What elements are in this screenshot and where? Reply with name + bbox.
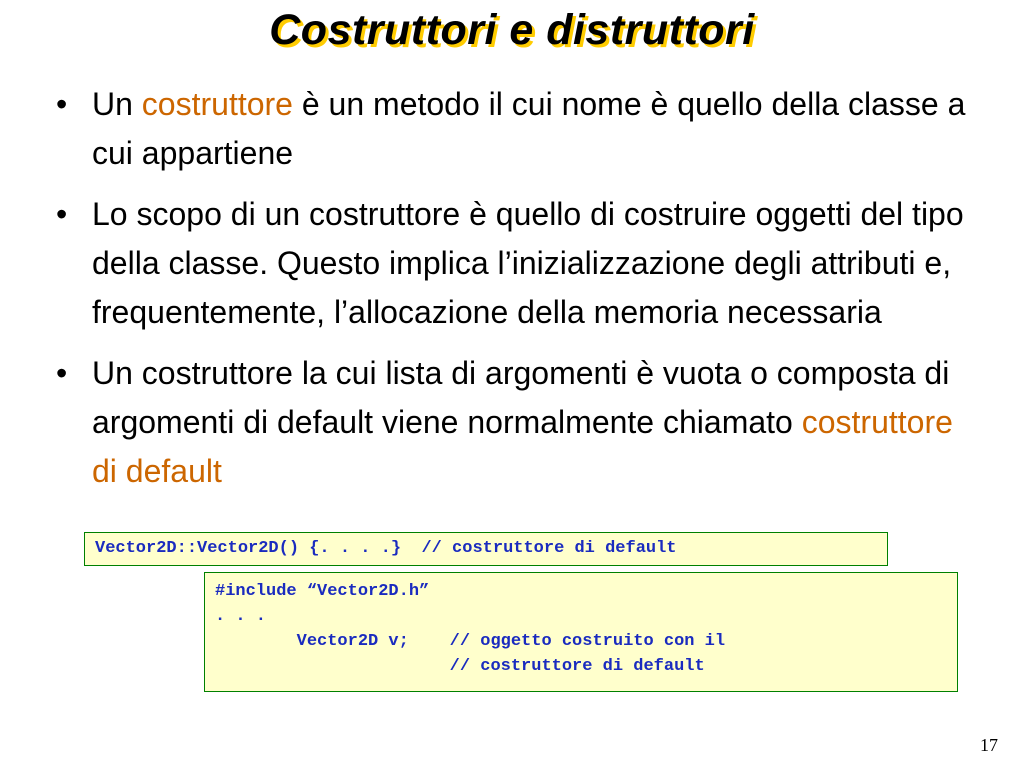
bullet-list	[56, 80, 976, 508]
bullet-text	[92, 86, 965, 171]
bullet-text-part: Lo scopo di un costruttore è quello di costruire oggetti del tipo della classe. Questo implica l’inizializzazione degli attributi e, frequentemente, l’allocazione della memoria necessaria	[92, 196, 964, 330]
code-line: // costruttore di default	[215, 657, 705, 676]
slide-title: Costruttori e distruttori	[269, 6, 755, 54]
code-line: Vector2D v; // oggetto costruito con il	[215, 632, 726, 651]
bullet-text-part: è un metodo il cui nome è quello della classe a cui appartiene	[92, 86, 966, 171]
code-block-usage	[204, 572, 958, 692]
code-block-constructor	[84, 532, 888, 566]
code-line: #include “Vector2D.h”	[215, 582, 430, 601]
bullet-marker: •	[56, 86, 68, 122]
highlighted-term: costruttore	[141, 86, 293, 122]
bullet-text-part: Un costruttore la cui lista di argomenti è vuota o composta di argomenti di default viene normalmente chiamato	[92, 355, 950, 440]
bullet-marker: •	[56, 355, 68, 391]
highlighted-term: costruttore di default	[92, 404, 953, 489]
bullet-item	[56, 80, 976, 178]
bullet-marker: •	[56, 196, 68, 232]
bullet-text	[92, 355, 953, 489]
page-number: 17	[980, 735, 998, 755]
bullet-item	[56, 349, 976, 496]
bullet-text-part: Un	[92, 86, 142, 122]
bullet-item	[56, 190, 976, 337]
bullet-text	[92, 196, 964, 330]
code-line: . . .	[215, 607, 267, 626]
code-line: Vector2D::Vector2D() {. . . .} // costruttore di default	[95, 539, 677, 558]
